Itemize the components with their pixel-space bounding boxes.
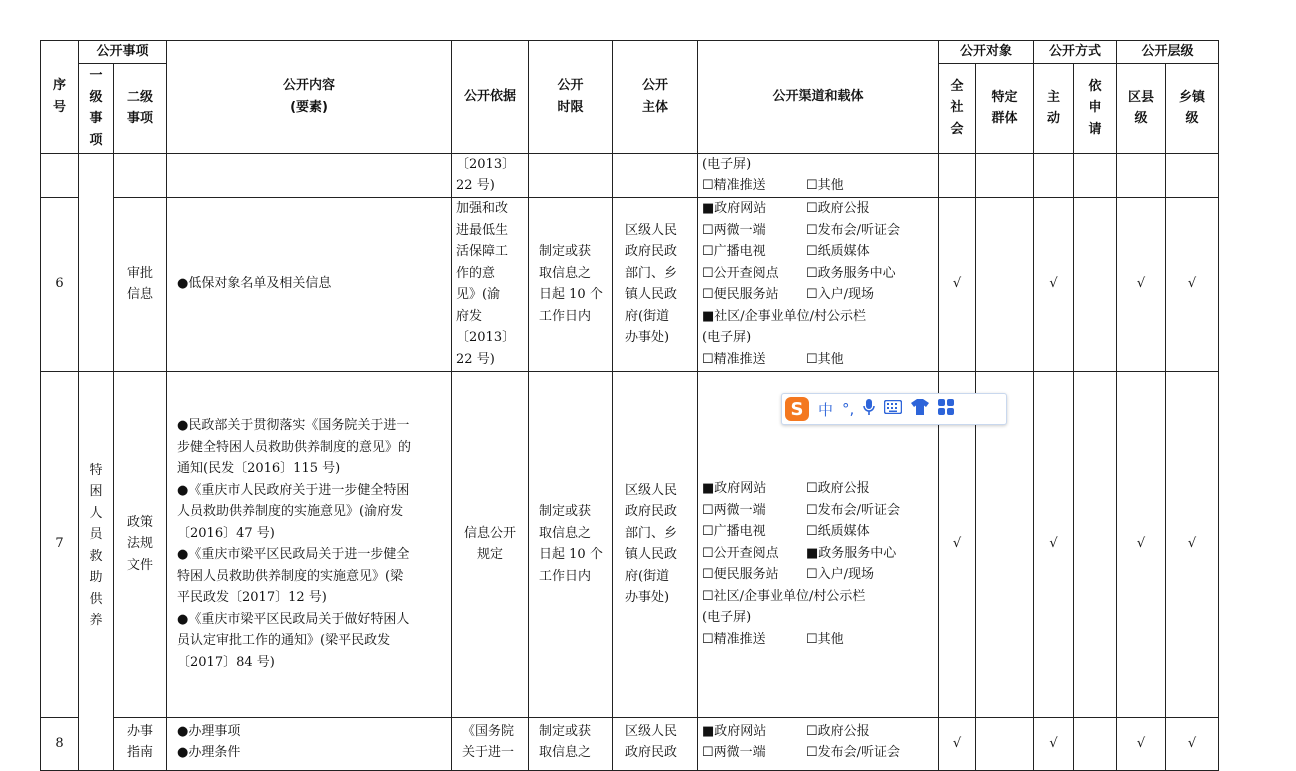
shirt-icon[interactable]	[911, 399, 929, 419]
row-subject: 区级人民 政府民政 部门、乡 镇人民政 府(街道 办事处)	[613, 371, 698, 717]
header-method-group: 公开方式	[1034, 41, 1117, 64]
row-content: ●办理事项 ●办理条件	[167, 717, 452, 770]
grid-icon[interactable]	[938, 399, 954, 419]
header-time-limit: 公开 时限	[529, 41, 613, 154]
row-seq: 8	[41, 717, 79, 770]
row-seq: 7	[41, 371, 79, 717]
header-items-group: 公开事项	[79, 41, 167, 64]
row-time-limit: 制定或获 取信息之	[529, 717, 613, 770]
ime-logo-icon[interactable]: S	[785, 397, 809, 421]
disclosure-table	[40, 40, 1219, 771]
row-time-limit: 制定或获 取信息之 日起 10 个 工作日内	[529, 371, 613, 717]
row-obj-all: √	[939, 717, 976, 770]
row-obj-all: √	[939, 371, 976, 717]
header-subject: 公开 主体	[613, 41, 698, 154]
table-row	[41, 197, 1219, 371]
row-obj-all: √	[939, 197, 976, 371]
row-basis: 《国务院 关于进一	[452, 717, 529, 770]
row-town: √	[1166, 197, 1219, 371]
row-seq: 6	[41, 197, 79, 371]
header-channel: 公开渠道和载体	[698, 41, 939, 154]
ime-toolbar[interactable]	[781, 393, 1007, 425]
row-county: √	[1117, 371, 1166, 717]
row-county: √	[1117, 197, 1166, 371]
header-object-group: 公开对象	[939, 41, 1034, 64]
row-level2: 审批 信息	[114, 197, 167, 371]
row-subject: 区级人民 政府民政 部门、乡 镇人民政 府(街道 办事处)	[613, 197, 698, 371]
row-channels: ■政府网站 ☐政府公报 ☐两微一端 ☐发布会/听证会 ☐广播电视 ☐纸质媒体 ☐公开查阅点 ■政务服务中心 ☐便民服务站 ☐入户/现场 ☐社区/企事业单位/村公示栏 (电子屏) ☐精准推送 ☐其他	[698, 371, 939, 717]
row-request	[1074, 717, 1117, 770]
row-town: √	[1166, 717, 1219, 770]
row-obj-specific	[976, 197, 1034, 371]
cont-basis: 〔2013〕 22 号)	[452, 153, 529, 197]
row-basis: 加强和改 进最低生 活保障工 作的意 见》(渝 府发 〔2013〕 22 号)	[452, 197, 529, 371]
row-level1: 特 困 人 员 救 助 供 养	[79, 371, 114, 770]
header-level-group: 公开层级	[1117, 41, 1219, 64]
header-basis: 公开依据	[452, 41, 529, 154]
row-request	[1074, 371, 1117, 717]
header-lvl-county: 区县 级	[1117, 63, 1166, 153]
row-level2: 办事 指南	[114, 717, 167, 770]
row-channels: ■政府网站 ☐政府公报 ☐两微一端 ☐发布会/听证会	[698, 717, 939, 770]
row-level2: 政策 法规 文件	[114, 371, 167, 717]
table-row-continuation	[41, 153, 1219, 197]
table-row	[41, 371, 1219, 717]
header-lvl-town: 乡镇 级	[1166, 63, 1219, 153]
row-active: √	[1034, 371, 1074, 717]
row-active: √	[1034, 197, 1074, 371]
row-county: √	[1117, 717, 1166, 770]
header-obj-specific: 特定 群体	[976, 63, 1034, 153]
row-basis: 信息公开 规定	[452, 371, 529, 717]
header-obj-all: 全 社 会	[939, 63, 976, 153]
row-active: √	[1034, 717, 1074, 770]
header-level2: 二级 事项	[114, 63, 167, 153]
header-method-active: 主 动	[1034, 63, 1074, 153]
header-content: 公开内容 (要素)	[167, 41, 452, 154]
microphone-icon[interactable]	[863, 399, 875, 419]
table-row	[41, 717, 1219, 770]
row-content: ●低保对象名单及相关信息	[167, 197, 452, 371]
cont-channel: (电子屏) ☐精准推送 ☐其他	[698, 153, 939, 197]
row-obj-specific	[976, 717, 1034, 770]
row-request	[1074, 197, 1117, 371]
row-town: √	[1166, 371, 1219, 717]
header-seq: 序 号	[41, 41, 79, 154]
keyboard-icon[interactable]	[884, 400, 902, 418]
ime-lang-toggle[interactable]: 中	[818, 400, 834, 419]
row-content: ●民政部关于贯彻落实《国务院关于进一 步健全特困人员救助供养制度的意见》的 通知(民发〔2016〕115 号) ●《重庆市人民政府关于进一步健全特困 人员救助供养制度的实施意见》(渝府发 〔2016〕47 号) ●《重庆市梁平区民政局关于进一步健全 特困人员救助供养制度的实施意见》(梁 平民政发〔2017〕12 号) ●《重庆市梁平区民政局关于做好特困人 员认定审批工作的通知》(梁平民政发 〔2017〕84 号)	[167, 371, 452, 717]
header-level1: 一 级 事 项	[79, 63, 114, 153]
level1-blank	[79, 153, 114, 371]
row-channels: ■政府网站 ☐政府公报 ☐两微一端 ☐发布会/听证会 ☐广播电视 ☐纸质媒体 ☐公开查阅点 ☐政务服务中心 ☐便民服务站 ☐入户/现场 ■社区/企事业单位/村公示栏 (电子屏) ☐精准推送 ☐其他	[698, 197, 939, 371]
row-time-limit: 制定或获 取信息之 日起 10 个 工作日内	[529, 197, 613, 371]
row-subject: 区级人民 政府民政	[613, 717, 698, 770]
header-method-request: 依 申 请	[1074, 63, 1117, 153]
ime-punct-toggle[interactable]: °,	[842, 400, 855, 418]
